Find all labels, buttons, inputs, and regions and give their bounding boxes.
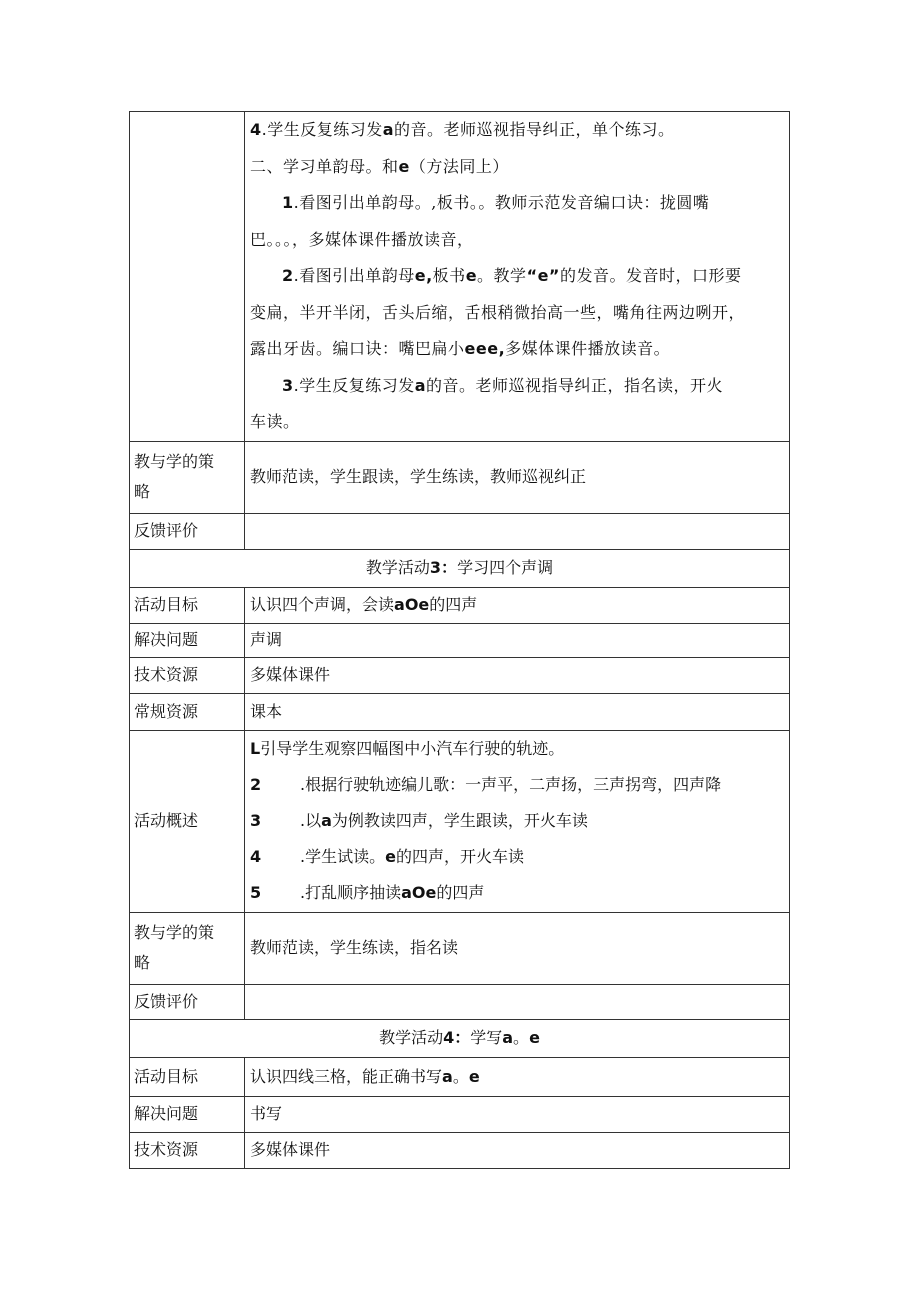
activity3-header: 教学活动3：学习四个声调	[130, 549, 790, 587]
feedback-label: 反馈评价	[130, 984, 245, 1019]
step-item-1-cont: 巴。。。，多媒体课件播放读音，	[250, 229, 474, 249]
activity3-overview-row	[130, 730, 790, 912]
tech-resource-label: 技术资源	[130, 657, 245, 693]
activity3-goal-row	[130, 587, 790, 623]
overview-list	[245, 730, 790, 912]
goal-label: 活动目标	[130, 1057, 245, 1096]
activity4-goal-row	[130, 1057, 790, 1096]
step-item-2-cont2: 露出牙齿。编口诀：嘴巴扁小eee,多媒体课件播放读音。	[250, 339, 671, 358]
overview-item-4: 4 .学生试读。e的四声，开火车读	[250, 847, 524, 866]
activity3-regular-row	[130, 693, 790, 730]
activity4-problem-row	[130, 1096, 790, 1132]
goal-value: 认识四线三格，能正确书写a。e	[245, 1057, 790, 1096]
goal-value: 认识四个声调，会读aOe的四声	[245, 587, 790, 623]
overview-label: 活动概述	[130, 730, 245, 912]
feedback-row	[130, 513, 790, 549]
problem-label: 解决问题	[130, 623, 245, 657]
overview-item-5: 5 .打乱顺序抽读aOe的四声	[250, 883, 485, 902]
activity4-header-row	[130, 1019, 790, 1057]
overview-item-3: 3 .以a为例教读四声，学生跟读，开火车读	[250, 811, 588, 830]
empty-label-cell	[130, 112, 245, 442]
activity4-tech-row	[130, 1132, 790, 1168]
strategy-row	[130, 441, 790, 513]
activity3-strategy-row	[130, 912, 790, 984]
subsection-heading: 二、学习单韵母。和e（方法同上）	[250, 156, 509, 176]
lesson-plan-table	[129, 111, 790, 1169]
activity3-tech-row	[130, 657, 790, 693]
regular-resource-value: 课本	[245, 693, 790, 730]
feedback-value	[245, 984, 790, 1019]
tech-resource-value: 多媒体课件	[245, 1132, 790, 1168]
step-item-1: 1.看图引出单韵母。,板书。。教师示范发音编口诀：拢圆嘴	[282, 193, 710, 212]
strategy-value: 教师范读，学生跟读，学生练读，教师巡视纠正	[245, 441, 790, 513]
goal-label: 活动目标	[130, 587, 245, 623]
activity3-header-row	[130, 549, 790, 587]
feedback-value	[245, 513, 790, 549]
activity2-steps-cell	[245, 112, 790, 442]
tech-resource-label: 技术资源	[130, 1132, 245, 1168]
step-item-3: 3.学生反复练习发a的音。老师巡视指导纠正，指名读，开火	[282, 375, 724, 395]
strategy-label: 教与学的策 略	[130, 441, 245, 513]
overview-item-2: 2 .根据行驶轨迹编儿歌：一声平，二声扬，三声拐弯，四声降	[250, 775, 722, 794]
activity3-feedback-row	[130, 984, 790, 1019]
activity2-steps-row	[130, 112, 790, 442]
step-line-4: 4.学生反复练习发a的音。老师巡视指导纠正，单个练习。	[250, 120, 675, 139]
feedback-label: 反馈评价	[130, 513, 245, 549]
regular-resource-label: 常规资源	[130, 693, 245, 730]
lesson-plan-document	[129, 111, 790, 1169]
step-item-3-cont: 车读。	[250, 412, 300, 431]
step-item-2-cont: 变扁，半开半闭，舌头后缩，舌根稍微抬高一些，嘴角往两边咧开，	[250, 302, 746, 322]
strategy-label: 教与学的策 略	[130, 912, 245, 984]
problem-value: 书写	[245, 1096, 790, 1132]
step-item-2: 2.看图引出单韵母e,板书e。教学“e”的发音。发音时，口形要	[282, 266, 742, 285]
tech-resource-value: 多媒体课件	[245, 657, 790, 693]
problem-value: 声调	[245, 623, 790, 657]
activity4-header: 教学活动4：学写a。e	[130, 1019, 790, 1057]
problem-label: 解决问题	[130, 1096, 245, 1132]
overview-item-1: L引导学生观察四幅图中小汽车行驶的轨迹。	[250, 739, 565, 758]
strategy-value: 教师范读，学生练读，指名读	[245, 912, 790, 984]
activity3-problem-row	[130, 623, 790, 657]
